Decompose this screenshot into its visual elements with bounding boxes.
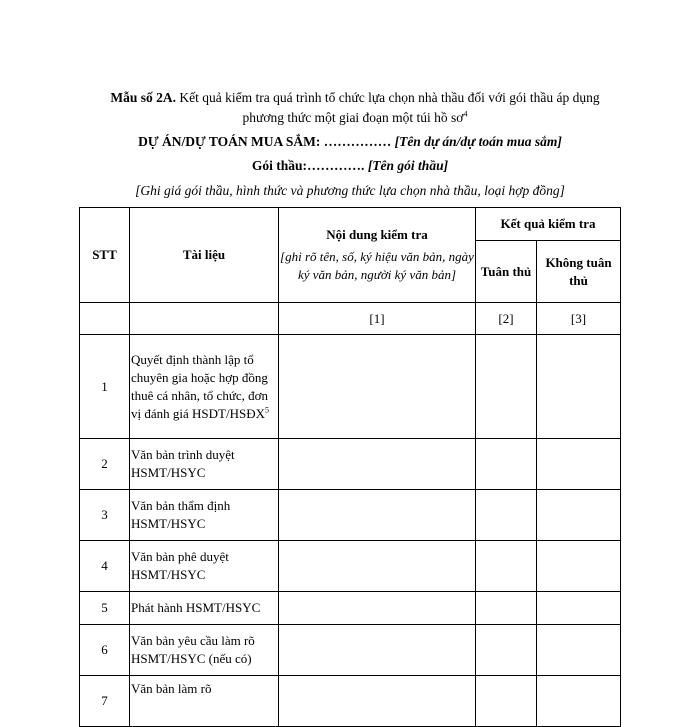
column-number-row bbox=[80, 303, 621, 335]
row-stt: 3 bbox=[80, 490, 130, 541]
table-cell bbox=[537, 439, 621, 490]
table-cell bbox=[476, 592, 537, 625]
col-number-2: [2] bbox=[476, 303, 537, 335]
table-row bbox=[80, 676, 621, 727]
footnote-ref: 5 bbox=[264, 405, 269, 415]
header-content-note: [ghi rõ tên, số, ký hiệu văn bản, ngày ký văn bản, người ký văn bản] bbox=[280, 249, 474, 282]
table-row bbox=[80, 490, 621, 541]
table-cell bbox=[537, 335, 621, 439]
table-cell bbox=[279, 490, 476, 541]
package-placeholder: [Tên gói thầu] bbox=[364, 158, 449, 173]
table-cell bbox=[537, 541, 621, 592]
table-cell bbox=[476, 676, 537, 727]
table-cell bbox=[279, 335, 476, 439]
row-document-text: Quyết định thành lập tổ chuyên gia hoặc hợp đồng thuê cá nhân, tổ chức, đơn vị đánh giá HSDT/HSĐX bbox=[131, 351, 269, 421]
row-stt: 6 bbox=[80, 625, 130, 676]
table-cell bbox=[80, 303, 130, 335]
table-cell bbox=[476, 490, 537, 541]
header-result: Kết quả kiểm tra bbox=[476, 208, 621, 241]
table-cell bbox=[279, 676, 476, 727]
table-cell bbox=[130, 303, 279, 335]
table-row bbox=[80, 592, 621, 625]
table-cell bbox=[476, 335, 537, 439]
table-row bbox=[80, 625, 621, 676]
table-cell bbox=[279, 625, 476, 676]
row-stt: 1 bbox=[80, 335, 130, 439]
header-comply: Tuân thủ bbox=[476, 241, 537, 303]
row-document bbox=[130, 335, 279, 439]
table-cell bbox=[476, 439, 537, 490]
table-cell bbox=[279, 592, 476, 625]
row-document: Văn bản làm rõ bbox=[130, 676, 279, 727]
project-placeholder: [Tên dự án/dự toán mua sắm] bbox=[391, 134, 562, 149]
header-document: Tài liệu bbox=[130, 208, 279, 303]
table-cell bbox=[537, 490, 621, 541]
table-row bbox=[80, 541, 621, 592]
col-number-3: [3] bbox=[537, 303, 621, 335]
table-cell bbox=[279, 439, 476, 490]
row-stt: 4 bbox=[80, 541, 130, 592]
package-label: Gói thầu:…………. bbox=[251, 158, 365, 173]
row-stt: 5 bbox=[80, 592, 130, 625]
row-stt: 7 bbox=[80, 676, 130, 727]
row-document: Văn bản trình duyệt HSMT/HSYC bbox=[130, 439, 279, 490]
header-content-label: Nội dung kiểm tra bbox=[326, 227, 428, 242]
form-number: Mẫu số 2A. bbox=[110, 90, 176, 105]
header-content bbox=[279, 208, 476, 303]
col-number-1: [1] bbox=[279, 303, 476, 335]
inspection-table bbox=[79, 207, 621, 727]
form-title bbox=[95, 88, 615, 128]
table-cell bbox=[279, 541, 476, 592]
table-cell bbox=[476, 625, 537, 676]
package-line bbox=[60, 156, 640, 176]
project-line bbox=[60, 132, 640, 152]
footnote-ref: 4 bbox=[463, 109, 468, 119]
table-row bbox=[80, 439, 621, 490]
project-label: DỰ ÁN/DỰ TOÁN MUA SẮM: …………… bbox=[138, 134, 392, 149]
table-cell bbox=[537, 676, 621, 727]
form-title-text: Kết quả kiểm tra quá trình tổ chức lựa chọn nhà thầu đối với gói thầu áp dụng phương thức một giai đoạn một túi hồ sơ bbox=[175, 90, 600, 125]
table-cell bbox=[537, 625, 621, 676]
row-document: Văn bản yêu cầu làm rõ HSMT/HSYC (nếu có) bbox=[130, 625, 279, 676]
row-stt: 2 bbox=[80, 439, 130, 490]
header-not-comply: Không tuân thủ bbox=[537, 241, 621, 303]
header-stt: STT bbox=[80, 208, 130, 303]
row-document: Văn bản thẩm định HSMT/HSYC bbox=[130, 490, 279, 541]
row-document: Văn bản phê duyệt HSMT/HSYC bbox=[130, 541, 279, 592]
note-line: [Ghi giá gói thầu, hình thức và phương thức lựa chọn nhà thầu, loại hợp đồng] bbox=[135, 183, 565, 198]
table-cell bbox=[537, 592, 621, 625]
table-row bbox=[80, 335, 621, 439]
table-cell bbox=[476, 541, 537, 592]
row-document: Phát hành HSMT/HSYC bbox=[130, 592, 279, 625]
